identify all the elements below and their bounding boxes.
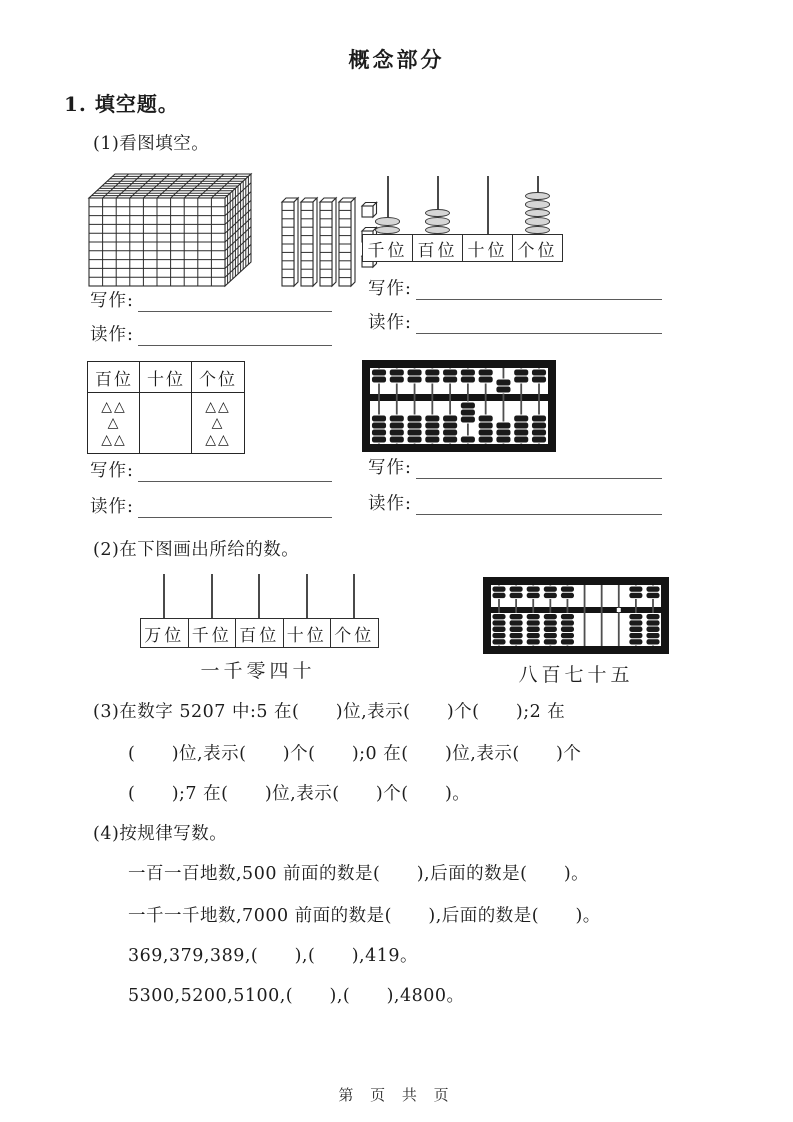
write-blank-line (138, 459, 332, 482)
write-label: 写作: (368, 279, 412, 299)
question-1-heading: 1. 填空题。 (64, 92, 179, 116)
place-label-cell: 万位 (140, 618, 189, 648)
place-value-counter-empty (140, 574, 376, 648)
table-header-cell: 十位 (139, 361, 193, 394)
triangle-row: △ (107, 415, 121, 432)
place-label-cell: 十位 (462, 234, 513, 262)
table-header-cell: 百位 (87, 361, 141, 394)
triangle-row: △△ (101, 431, 127, 448)
read-row (368, 489, 662, 515)
table-header-cell: 个位 (191, 361, 245, 394)
counter-rod (487, 176, 489, 234)
part3-line: (3)在数字 5207 中:5 在( )位,表示( )个( );2 在 (93, 702, 566, 722)
place-label-cell: 个位 (512, 234, 563, 262)
part4-line: 5300,5200,5100,( ),( ),4800。 (128, 986, 465, 1006)
read-blank-line (138, 495, 332, 518)
write-row (368, 453, 662, 479)
counter-bead (425, 209, 450, 217)
read-label: 读作: (90, 497, 134, 517)
part4-line: 369,379,389,( ),( ),419。 (128, 946, 418, 966)
triangle-row: △△ (205, 431, 231, 448)
write-row (90, 456, 332, 482)
abacus2-caption: 八百七十五 (518, 664, 634, 686)
table-body-cell (191, 392, 245, 454)
counter-bead (525, 226, 550, 234)
triangle-place-value-table (88, 362, 244, 454)
counter-bead (525, 192, 550, 200)
read-row (368, 308, 662, 334)
page-title: 概念部分 (348, 47, 445, 72)
abacus-figure-1 (362, 360, 556, 452)
part4-line: 一千一千地数,7000 前面的数是( ),后面的数是( )。 (128, 906, 601, 926)
place-label-cell: 百位 (412, 234, 463, 262)
read-blank-line (416, 311, 662, 334)
place-label-cell: 个位 (330, 618, 379, 648)
counter-bead (375, 217, 400, 225)
write-blank-line (138, 289, 332, 312)
read-label: 读作: (368, 494, 412, 514)
write-label: 写作: (90, 291, 134, 311)
part3-line: ( );7 在( )位,表示( )个( )。 (128, 784, 471, 804)
write-row (368, 274, 662, 300)
part3-line: ( )位,表示( )个( );0 在( )位,表示( )个 (128, 744, 582, 764)
read-blank-line (416, 492, 662, 515)
read-label: 读作: (90, 325, 134, 345)
place-value-counter-2305 (362, 176, 562, 262)
counter-bead (425, 226, 450, 234)
place-label-cell: 千位 (188, 618, 237, 648)
part2-label: (2)在下图画出所给的数。 (93, 540, 300, 560)
part4-line: 一百一百地数,500 前面的数是( ),后面的数是( )。 (128, 864, 590, 884)
place-label-cell: 百位 (235, 618, 284, 648)
triangle-row: △△ (101, 399, 127, 416)
counter-bead (425, 217, 450, 225)
read-blank-line (138, 323, 332, 346)
write-blank-line (416, 456, 662, 479)
table-body-cell (139, 392, 193, 454)
counter-rod (211, 574, 213, 618)
part1-label: (1)看图填空。 (93, 134, 210, 154)
read-row (90, 320, 332, 346)
counter-bead (525, 200, 550, 208)
part4-label: (4)按规律写数。 (93, 824, 228, 844)
counter-rod (353, 574, 355, 618)
place-label-cell: 十位 (283, 618, 332, 648)
counter-bead (525, 209, 550, 217)
counter-rod (163, 574, 165, 618)
base-ten-blocks-figure (86, 168, 386, 292)
write-row (90, 286, 332, 312)
counter-rod (258, 574, 260, 618)
abacus-figure-2 (483, 577, 669, 654)
counter-bead (525, 217, 550, 225)
table-body-cell (87, 392, 141, 454)
read-label: 读作: (368, 313, 412, 333)
triangle-row: △ (211, 415, 225, 432)
write-label: 写作: (368, 458, 412, 478)
counter-bead (375, 226, 400, 234)
write-label: 写作: (90, 461, 134, 481)
counter-rod (306, 574, 308, 618)
write-blank-line (416, 277, 662, 300)
place-label-cell: 千位 (362, 234, 413, 262)
page-footer: 第 页 共 页 (338, 1086, 455, 1104)
counter2-caption: 一千零四十 (200, 660, 316, 682)
read-row (90, 492, 332, 518)
triangle-row: △△ (205, 399, 231, 416)
